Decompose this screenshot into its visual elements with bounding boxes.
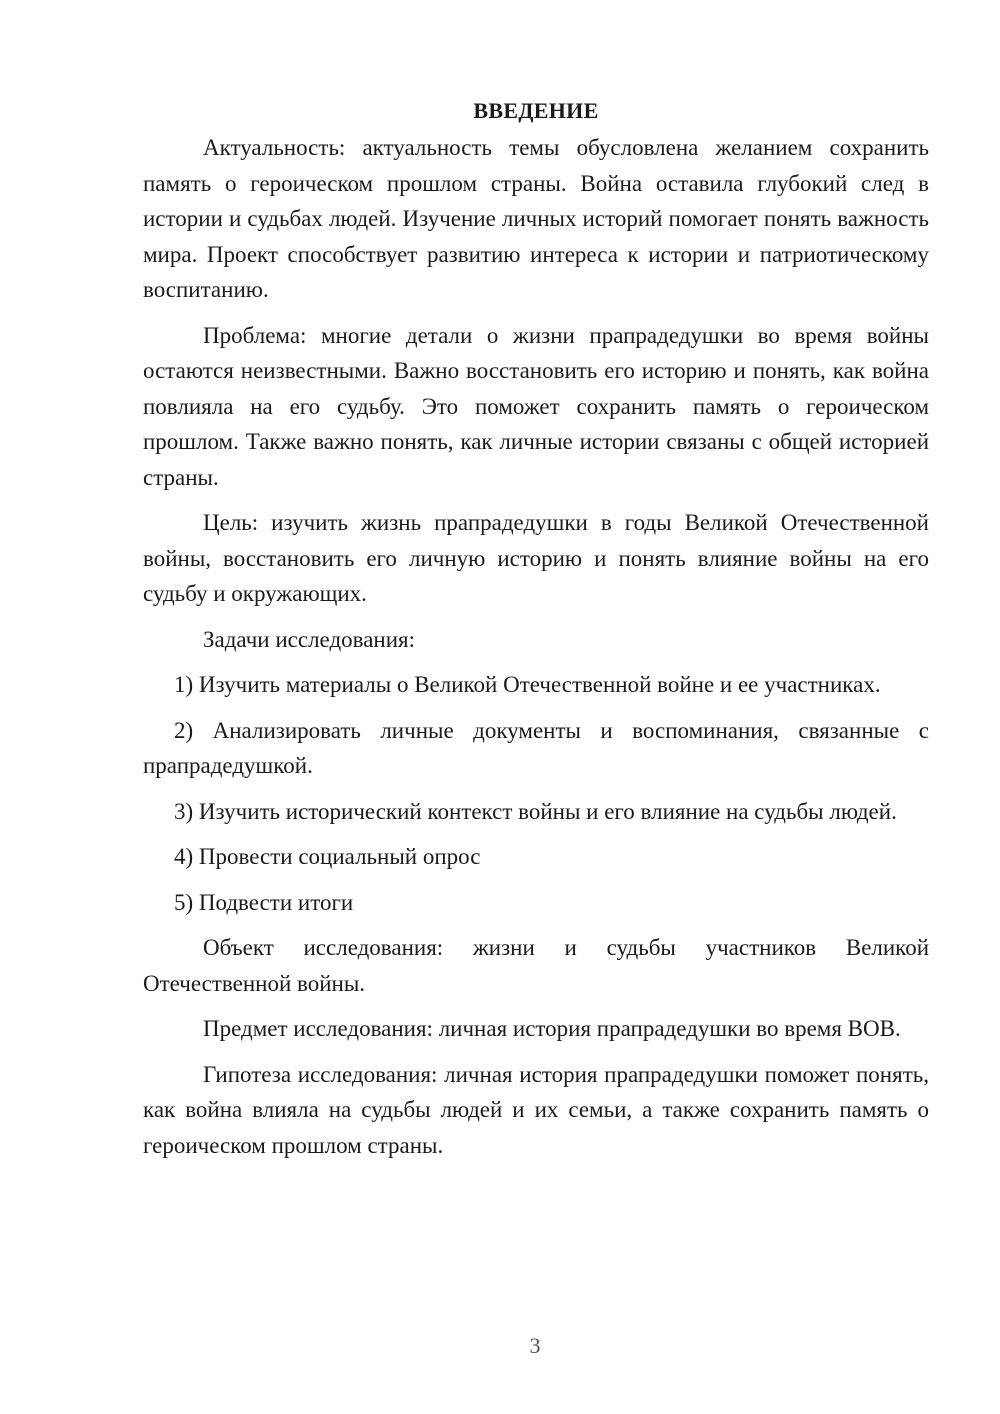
goal-paragraph: Цель: изучить жизнь прапрадедушки в годы Великой Отечественной войны, восстановить его личную историю и понять влияние войны на его судьбу и окружающих. xyxy=(143,510,929,606)
list-item: 1) Изучить материалы о Великой Отечественной войне и ее участниках. xyxy=(174,672,881,697)
relevance-paragraph: Актуальность: актуальность темы обусловлена желанием сохранить память о героическом прошлом страны. Война оставила глубокий след в истории и судьбах людей. Изучение личных историй помогает понять важность мира. Проект способствует развитию интереса к истории и патриотическому воспитанию. xyxy=(143,135,929,302)
list-item: 5) Подвести итоги xyxy=(174,889,354,915)
document-page xyxy=(143,96,929,1173)
tasks-heading: Задачи исследования: xyxy=(203,626,416,652)
page-title: ВВЕДЕНИЕ xyxy=(473,98,599,123)
list-item: 4) Провести социальный опрос xyxy=(174,844,481,869)
list-item: 3) Изучить исторический контекст войны и его влияние на судьбы людей. xyxy=(174,798,897,824)
problem-paragraph: Проблема: многие детали о жизни прапрадедушки во время войны остаются неизвестными. Важно восстановить его историю и понять, как война повлияла на его судьбу. Это поможет сохранить память о героическом прошлом. Также важно понять, как личные истории связаны с общей историей страны. xyxy=(143,322,929,490)
page-number: 3 xyxy=(529,1333,541,1358)
object-paragraph: Объект исследования: жизни и судьбы участников Великой Отечественной войны. xyxy=(143,935,929,996)
hypothesis-paragraph: Гипотеза исследования: личная история прапрадедушки поможет понять, как война влияла на судьбы людей и их семьи, а также сохранить память о героическом прошлом страны. xyxy=(143,1061,929,1158)
subject-paragraph: Предмет исследования: личная история прапрадедушки во время ВОВ. xyxy=(203,1016,901,1041)
tasks-list xyxy=(143,667,929,920)
list-item: 2) Анализировать личные документы и воспоминания, связанные с прапрадедушкой. xyxy=(143,717,929,778)
